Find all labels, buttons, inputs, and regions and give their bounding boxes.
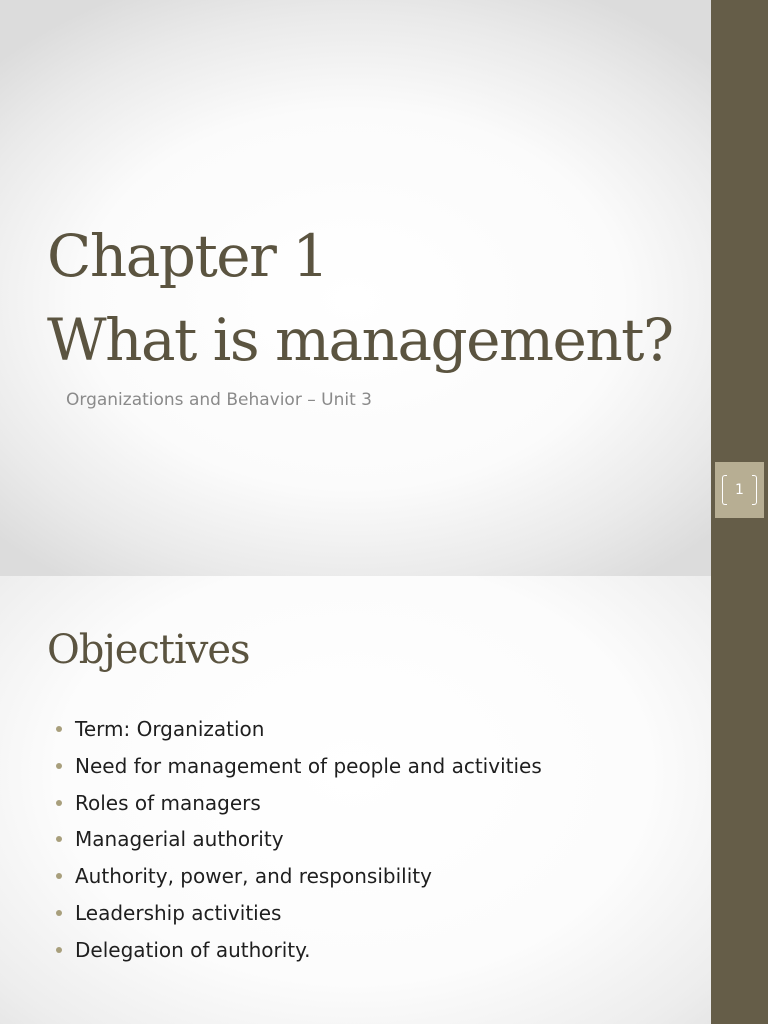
list-item-text: Authority, power, and responsibility	[75, 864, 432, 889]
right-bracket-icon	[752, 475, 757, 505]
list-item	[56, 712, 542, 749]
list-item-text: Roles of managers	[75, 790, 261, 815]
list-item	[56, 786, 542, 823]
bullet-icon	[56, 947, 62, 953]
list-item-text: Term: Organization	[75, 717, 265, 741]
objectives-list	[56, 712, 542, 970]
slide-title-line-1: Chapter 1	[47, 222, 328, 290]
list-item-text: Managerial authority	[75, 827, 284, 852]
slide-title	[47, 214, 673, 382]
list-item-text: Leadership activities	[75, 900, 282, 925]
bullet-icon	[56, 873, 62, 879]
sidebar-accent-bar	[711, 576, 768, 1024]
list-item	[56, 749, 542, 786]
slide-number: 1	[735, 482, 744, 498]
list-item	[56, 859, 542, 896]
bullet-icon	[56, 836, 62, 842]
objectives-title: Objectives	[47, 627, 250, 673]
list-item	[56, 933, 542, 970]
bullet-icon	[56, 726, 62, 732]
bullet-icon	[56, 763, 62, 769]
list-item	[56, 822, 542, 859]
slide-subtitle: Organizations and Behavior – Unit 3	[66, 390, 372, 410]
list-item	[56, 896, 542, 933]
bullet-icon	[56, 800, 62, 806]
slide-title-line-2: What is management?	[47, 306, 673, 374]
list-item-text: Need for management of people and activities	[75, 753, 542, 778]
slide-number-badge	[715, 462, 764, 518]
objectives-slide	[0, 576, 768, 1024]
bullet-icon	[56, 910, 62, 916]
list-item-text: Delegation of authority.	[75, 937, 311, 962]
